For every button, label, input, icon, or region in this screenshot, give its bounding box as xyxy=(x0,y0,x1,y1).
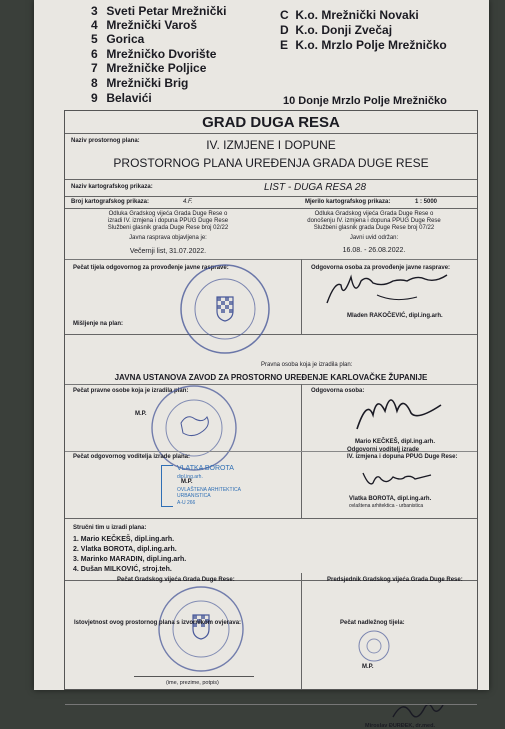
maker-seal-label: Pečat pravne osobe koja je izradila plan: xyxy=(73,388,189,394)
president-name: Miroslav ĐURĐEK, dr.med. xyxy=(365,723,435,729)
insight-label: Javni uvid održan: xyxy=(349,235,399,241)
team-member: 4. Dušan MILKOVIĆ, stroj.teh. xyxy=(73,566,172,573)
legend-item-10: 10 Donje Mrzlo Polje Mrežničko xyxy=(283,95,447,107)
debate-published-label: Javna rasprava objavljena je: xyxy=(129,235,207,241)
name-caption: (ime, prezime, potpis) xyxy=(166,680,219,686)
legend-item: 6 Mrežničko Dvorište xyxy=(91,47,217,61)
insight-value: 16.08. - 26.08.2022. xyxy=(342,247,406,254)
maker-seal-mp: M.P. xyxy=(135,411,147,417)
city-row xyxy=(65,111,477,134)
legend-item: 3 Sveti Petar Mrežnički xyxy=(91,4,227,18)
legend-item: 8 Mrežnički Brig xyxy=(91,76,189,90)
leader-title: ovlaštena arhitektica - urbanistica xyxy=(349,503,424,509)
body-stamp xyxy=(354,628,394,664)
council-row xyxy=(65,573,477,729)
map-name-label: Naziv kartografskog prikaza: xyxy=(71,184,153,190)
debate-seal-label: Pečat tijela odgovornog za provođenje javne rasprave: xyxy=(73,265,229,271)
map-number-row xyxy=(65,197,477,209)
stamp-number: A-U 266 xyxy=(177,500,196,506)
team-member: 3. Marinko MARADIN, dipl.ing.arh. xyxy=(73,556,187,563)
stamp-line: URBANISTICA xyxy=(177,493,211,499)
maker-responsible-label: Odgovorna osoba: xyxy=(311,388,365,394)
settlement-legend xyxy=(34,0,489,108)
city-title: GRAD DUGA RESA xyxy=(202,114,340,131)
borota-signature xyxy=(359,467,439,491)
body-seal-label: Pečat nadležnog tijela: xyxy=(340,620,405,626)
stamp-box xyxy=(161,465,173,507)
body-seal-mp: M.P. xyxy=(362,664,374,670)
decision-left-line: izradi IV. izmjena i dopuna PPUG Duge Rese xyxy=(107,218,229,224)
decision-left xyxy=(65,211,271,232)
team-list xyxy=(73,535,186,575)
plan-name-label: Naziv prostornog plana: xyxy=(71,138,140,144)
plan-maker-row xyxy=(65,359,477,519)
decision-right-line: donošenju IV. izmjena i dopuna PPUG Duge Rese xyxy=(307,218,441,224)
decision-right-line: Službeni glasnik grada Duge Rese broj 07/22 xyxy=(313,225,435,231)
president-label: Predsjednik Gradskog vijeća Grada Duge Rese: xyxy=(327,577,463,583)
legend-cadastre: E K.o. Mrzlo Polje Mrežničko xyxy=(280,38,447,52)
stamp-line: dipl.ing.arh. xyxy=(177,474,203,480)
plan-name-row xyxy=(65,134,477,180)
legend-item: 7 Mrežničke Poljice xyxy=(91,61,207,75)
council-seal-label: Pečat Gradskog vijeća Grada Duge Rese: xyxy=(117,577,235,583)
leader-seal-label: Pečat odgovornog voditelja izrade plana: xyxy=(73,454,191,460)
plan-title-line2: PROSTORNOG PLANA UREĐENJA GRADA DUGE RESE xyxy=(113,156,429,170)
map-name-value: LIST - DUGA RESA 28 xyxy=(263,182,367,193)
stamp-line: OVLAŠTENA ARHITEKTICA xyxy=(177,487,241,493)
decision-right-line: Odluka Gradskog vijeća Grada Duge Rese o xyxy=(314,211,434,217)
team-member: 2. Vlatka BOROTA, dipl.ing.arh. xyxy=(73,546,177,553)
team-label: Stručni tim u izradi plana: xyxy=(73,525,147,531)
map-number-label: Broj kartografskog prikaza: xyxy=(71,199,150,205)
title-block xyxy=(64,110,478,729)
decision-left-line: Odluka Gradskog vijeća Grada Duge Rese o xyxy=(108,211,228,217)
stamp-mp: M.P. xyxy=(181,479,193,485)
document-sheet xyxy=(34,0,489,729)
maker-entity-label: Pravna osoba koja je izradila plan: xyxy=(261,362,353,368)
debate-responsible-name: Mladen RAKOČEVIĆ, dipl.ing.arh. xyxy=(347,313,443,319)
debate-responsible-label: Odgovorna osoba za provođenje javne rasprave: xyxy=(311,265,451,271)
leader-name: Vlatka BOROTA, dipl.ing.arh. xyxy=(349,496,432,502)
legend-cadastre: D K.o. Donji Zvečaj xyxy=(280,23,393,37)
durdek-signature xyxy=(387,697,447,725)
city-stamp xyxy=(177,261,273,357)
decision-left-line: Službeni glasnik grada Duge Rese broj 02/22 xyxy=(107,225,229,231)
debate-published-value: Večernji list, 31.07.2022. xyxy=(129,248,207,255)
team-row xyxy=(65,521,477,581)
decision-right xyxy=(271,211,477,232)
maker-responsible-name: Mario KEČKEŠ, dipl.ing.arh. xyxy=(355,439,436,445)
legend-item: 4 Mrežnički Varoš xyxy=(91,18,198,32)
legend-item: 9 Belavići xyxy=(91,91,152,105)
stamp-name: VLATKA BOROTA xyxy=(177,465,234,472)
map-name-row xyxy=(65,180,477,197)
rakocevic-signature xyxy=(317,273,467,311)
legend-item: 5 Gorica xyxy=(91,32,145,46)
map-number-value: 4.F. xyxy=(183,199,193,205)
authenticity-label: Istovjetnost ovog prostornog plana s izvornikom ovjerava: xyxy=(74,620,242,626)
leader-label-line: Odgovorni voditelj izrade xyxy=(347,447,420,453)
maker-entity-name: JAVNA USTANOVA ZAVOD ZA PROSTORNO UREĐENJE KARLOVAČKE ŽUPANIJE xyxy=(114,373,428,382)
council-stamp xyxy=(155,583,247,675)
team-member: 1. Mario KEČKEŠ, dipl.ing.arh. xyxy=(73,536,175,543)
keckes-signature xyxy=(349,395,459,437)
plan-title-line1: IV. IZMJENE I DOPUNE xyxy=(206,138,336,152)
scale-label: Mjerilo kartografskog prikaza: xyxy=(305,199,391,205)
architect-stamp xyxy=(161,465,273,507)
opinion-label: Mišljenje na plan: xyxy=(73,321,124,327)
legend-cadastre: C K.o. Mrežnički Novaki xyxy=(280,8,419,22)
leader-label xyxy=(347,447,457,461)
scale-value: 1 : 5000 xyxy=(415,199,438,205)
leader-label-line: IV. izmjena i dopuna PPUG Duge Rese: xyxy=(347,454,458,460)
decisions-row xyxy=(65,209,477,335)
